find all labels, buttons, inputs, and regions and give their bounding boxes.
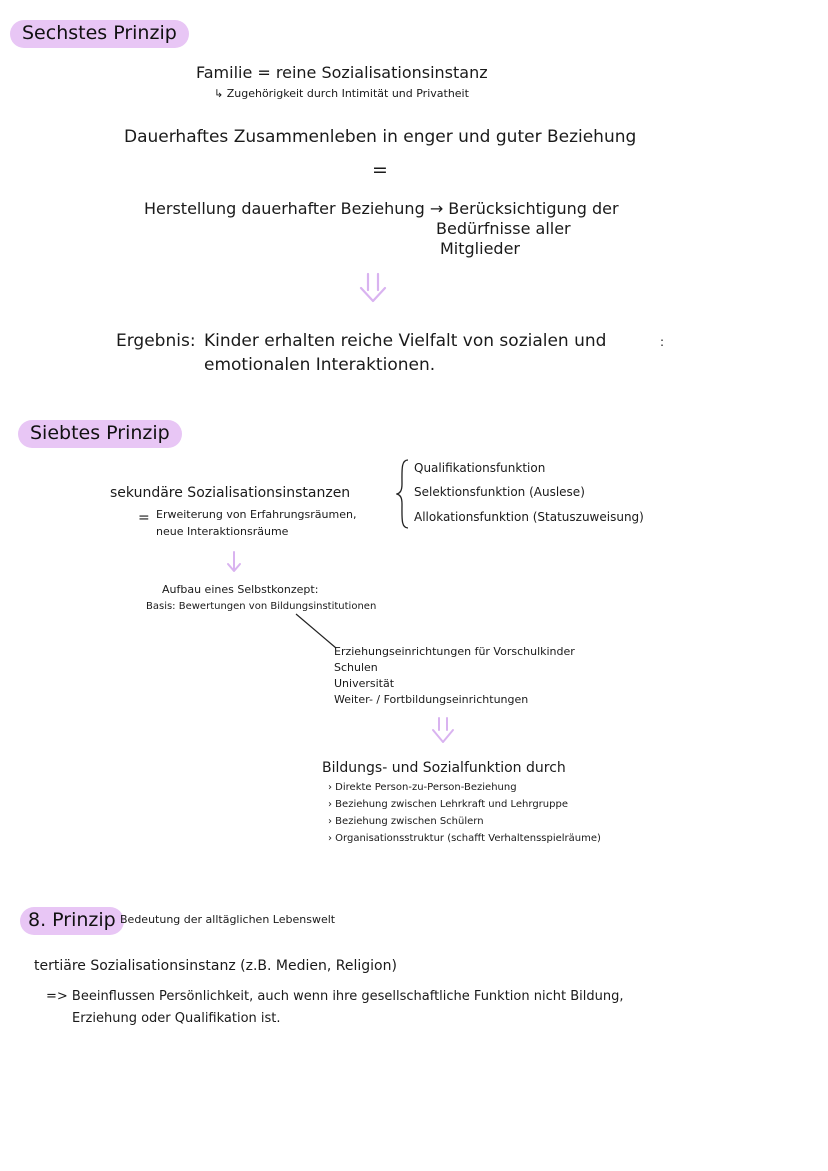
beduerfnisse-line: Bedürfnisse aller xyxy=(436,219,571,238)
brace-icon xyxy=(396,458,410,530)
aufbau-line: Aufbau eines Selbstkonzept: xyxy=(162,583,319,596)
einrichtung-schulen: Schulen xyxy=(334,661,378,674)
bildung-title: Bildungs- und Sozialfunktion durch xyxy=(322,760,566,776)
einrichtung-weiterbildung: Weiter- / Fortbildungseinrichtungen xyxy=(334,693,529,706)
down-arrow-icon xyxy=(226,550,242,574)
erweiterung-line-2: neue Interaktionsräume xyxy=(156,525,289,538)
ergebnis-line-2: emotionalen Interaktionen. xyxy=(204,355,436,375)
p8-subtitle: Bedeutung der alltäglichen Lebenswelt xyxy=(120,913,336,926)
bildung-item-2: › Beziehung zwischen Lehrkraft und Lehrgruppe xyxy=(328,799,568,810)
beeinflussen-line-1: => Beeinflussen Persönlichkeit, auch wenn ihre gesellschaftliche Funktion nicht Bildung, xyxy=(46,989,624,1004)
funktion-selektion: Selektionsfunktion (Auslese) xyxy=(414,485,585,499)
beeinflussen-line-2: Erziehung oder Qualifikation ist. xyxy=(72,1011,281,1026)
bildung-item-3: › Beziehung zwischen Schülern xyxy=(328,816,484,827)
zugehoerigkeit-line: ↳ Zugehörigkeit durch Intimität und Privatheit xyxy=(214,87,469,100)
funktion-qualifikation: Qualifikationsfunktion xyxy=(414,461,546,475)
mitglieder-line: Mitglieder xyxy=(440,239,520,258)
herstellung-line: Herstellung dauerhafter Beziehung → Berücksichtigung der xyxy=(144,199,619,218)
sekundaer-line: sekundäre Sozialisationsinstanzen xyxy=(110,485,351,501)
ergebnis-line-1: Kinder erhalten reiche Vielfalt von sozialen und xyxy=(204,331,607,351)
heading-8-prinzip: 8. Prinzip xyxy=(20,907,124,935)
einrichtung-vorschule: Erziehungseinrichtungen für Vorschulkinder xyxy=(334,645,575,658)
familie-line: Familie = reine Sozialisationsinstanz xyxy=(196,63,488,82)
zusammenleben-line: Dauerhaftes Zusammenleben in enger und guter Beziehung xyxy=(124,127,637,147)
double-down-arrow-icon-2 xyxy=(428,716,458,746)
equals-sign: = xyxy=(372,159,388,181)
bildung-item-4: › Organisationsstruktur (schafft Verhaltensspielräume) xyxy=(328,833,601,844)
heading-sechstes-prinzip: Sechstes Prinzip xyxy=(10,20,189,48)
margin-mark: : xyxy=(660,335,665,349)
erweiterung-equals: = xyxy=(138,510,150,526)
ergebnis-label: Ergebnis: xyxy=(116,331,196,351)
funktion-allokation: Allokationsfunktion (Statuszuweisung) xyxy=(414,510,644,524)
tertiaer-line: tertiäre Sozialisationsinstanz (z.B. Medien, Religion) xyxy=(34,958,397,974)
heading-siebtes-prinzip: Siebtes Prinzip xyxy=(18,420,182,448)
basis-line: Basis: Bewertungen von Bildungsinstitutionen xyxy=(146,601,377,612)
bildung-item-1: › Direkte Person-zu-Person-Beziehung xyxy=(328,782,517,793)
erweiterung-line-1: Erweiterung von Erfahrungsräumen, xyxy=(156,508,357,521)
double-down-arrow-icon xyxy=(358,272,388,304)
einrichtung-universitaet: Universität xyxy=(334,677,395,690)
